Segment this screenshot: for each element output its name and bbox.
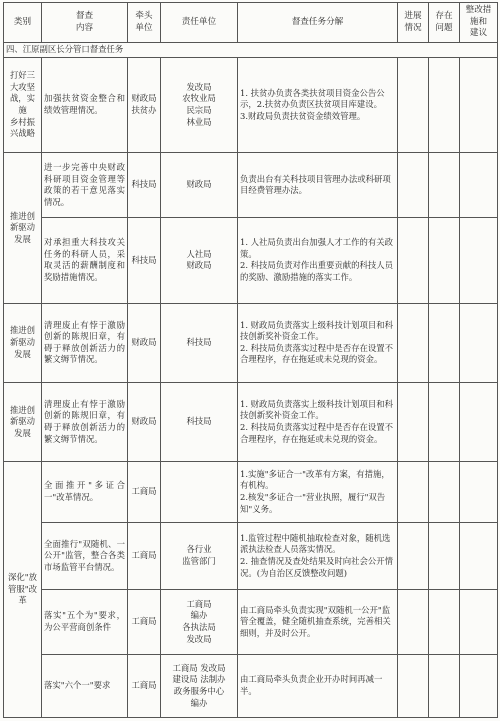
header-task: 督查任务分解: [238, 3, 398, 43]
cell-line: 1.实施"多证合一"改革有方案，有措施，有机构。: [240, 468, 390, 491]
table-row: [4, 655, 498, 718]
cell-line: 财政局: [131, 93, 157, 104]
category-cell: [4, 462, 42, 718]
cell-line: 新驱动: [9, 416, 36, 427]
cell-line: 1. 扶贫办负责各类扶贫项目资金公告公示，2.扶贫办负责区扶贫项目库建设。: [240, 87, 385, 110]
cell-line: 革: [18, 595, 27, 606]
content-cell: 清理废止有悖于激励创新的陈规旧章，有碍于释放创新活力的繁文缛节情况。: [42, 382, 128, 461]
rectify-cell: [460, 303, 498, 382]
lead-unit-cell: 工商局: [128, 655, 161, 718]
lead-unit-cell: 科技局: [128, 153, 161, 218]
resp-unit-cell: 科技局: [161, 382, 238, 461]
section-row: [4, 43, 498, 58]
resp-unit-cell: [161, 590, 238, 655]
task-cell: [238, 382, 398, 461]
cell-line: 监管部门: [182, 555, 216, 566]
issues-cell: [429, 382, 460, 461]
rectify-cell: [460, 382, 498, 461]
resp-unit-cell: [161, 462, 238, 523]
cell-line: 2. 科技局负责落实过程中是否存在设置不合理程序，存在拖延或未兑现的资金。: [240, 342, 394, 365]
cell-line: 建设局 法制办: [172, 674, 226, 685]
content-cell: 加强扶贫资金整合和绩效管理情况。: [42, 57, 128, 152]
issues-cell: [429, 522, 460, 589]
rectify-cell: [460, 153, 498, 218]
header-issues: [429, 3, 460, 43]
cell-line: 各行业: [186, 544, 212, 555]
cell-line: 乡村振: [9, 116, 36, 127]
content-cell: 全面推开"多证合一"改革情况。: [42, 462, 128, 523]
cell-line: 民宗局: [186, 105, 212, 116]
cell-line: 情况: [404, 22, 422, 33]
cell-line: 扶贫办: [131, 105, 157, 116]
content-cell: 进一步完善中央财政科研项目资金管理等政策的若干意见落实情况。: [42, 153, 128, 218]
rectify-cell: [460, 522, 498, 589]
issues-cell: [429, 462, 460, 523]
cell-line: 工商局: [186, 598, 212, 609]
cell-line: 内容: [75, 22, 94, 33]
table-row: [4, 218, 498, 303]
category-cell: [4, 153, 42, 303]
header-content: [42, 3, 128, 43]
task-cell: [238, 522, 398, 589]
cell-line: 1. 财政局负责落实上级科技计划项目和科技创新奖补资金工作。: [240, 319, 394, 342]
header-resp-unit: 责任单位: [161, 3, 238, 43]
cell-line: 存在: [435, 10, 453, 21]
cell-line: 林业局: [186, 116, 212, 127]
cell-line: 农牧业局: [182, 93, 216, 104]
issues-cell: [429, 655, 460, 718]
cell-line: 单位: [135, 22, 153, 33]
lead-unit-cell: 工商局: [128, 522, 161, 589]
supervision-task-table: [3, 2, 498, 718]
task-cell: 负责出台有关科技项目管理办法或科研项目经费管理办法。: [238, 153, 398, 218]
cell-line: 新驱动: [9, 222, 36, 233]
category-cell: [4, 303, 42, 382]
issues-cell: [429, 218, 460, 303]
rectify-cell: [460, 57, 498, 152]
progress-cell: [398, 57, 429, 152]
cell-line: 发展: [14, 348, 31, 359]
table-row: [4, 57, 498, 152]
cell-line: 2.核发"多证合一"营业执照，履行"双告知"义务。: [240, 492, 386, 514]
header-rectify: [460, 3, 498, 43]
table-row: [4, 590, 498, 655]
progress-cell: [398, 382, 429, 461]
cell-line: 编办: [190, 697, 208, 708]
table-row: [4, 462, 498, 523]
cell-line: 各执法局: [182, 622, 216, 632]
cell-line: 督查: [75, 10, 94, 21]
resp-unit-cell: [161, 522, 238, 589]
cell-line: 发展: [14, 233, 31, 244]
lead-unit-cell: [128, 57, 161, 152]
progress-cell: [398, 590, 429, 655]
content-cell: 落实"五个为"要求，为公平营商创条件: [42, 590, 128, 655]
rectify-cell: [460, 462, 498, 523]
cell-line: 编办: [190, 610, 208, 621]
cell-line: 发改局: [186, 81, 212, 92]
resp-unit-cell: 财政局: [161, 153, 238, 218]
cell-line: 工商局 发改局: [172, 662, 226, 673]
table-row: [4, 153, 498, 218]
cell-line: 发展: [14, 427, 31, 438]
task-cell: [238, 57, 398, 152]
task-cell: [238, 303, 398, 382]
cell-line: 2. 抽查情况及查处结果及时向社会公开情况。(为自治区反馈整改问题): [240, 555, 394, 578]
task-cell: [238, 462, 398, 523]
cell-line: 打好三: [9, 70, 36, 81]
header-lead-unit: [128, 3, 161, 43]
resp-unit-cell: 科技局: [161, 303, 238, 382]
cell-line: 牵头: [135, 10, 153, 21]
issues-cell: [429, 303, 460, 382]
cell-line: 1. 人社局负责出台加强人才工作的有关政策。: [240, 237, 394, 259]
cell-line: 推进创: [9, 404, 36, 415]
table-row: [4, 522, 498, 589]
cell-line: 1. 财政局负责落实上级科技计划项目和科技创新奖补资金工作。: [240, 398, 394, 421]
task-cell: 由工商局牵头负责企业开办时间再减一半。: [238, 655, 398, 718]
lead-unit-cell: 工商局: [128, 462, 161, 523]
cell-line: 进展: [404, 10, 422, 21]
resp-unit-cell: [161, 655, 238, 718]
category-cell: [4, 382, 42, 461]
cell-line: 兴战略: [9, 128, 36, 139]
cell-line: 人社局: [186, 248, 212, 259]
content-cell: 对承担重大科技攻关任务的科研人员，采取灵活的薪酬制度和奖励措施情况。: [42, 218, 128, 303]
resp-unit-cell: [161, 218, 238, 303]
rectify-cell: [460, 590, 498, 655]
progress-cell: [398, 462, 429, 523]
progress-cell: [398, 522, 429, 589]
task-cell: 由工商局牵头负责实现"双随机一公开"监管全覆盖，健全随机抽查系统，完善相关细则，并及时公开。: [238, 590, 398, 655]
lead-unit-cell: 科技局: [128, 218, 161, 303]
section-title: 四、江原副区长分管口督查任务: [4, 43, 498, 58]
cell-line: 大攻坚: [9, 81, 36, 92]
cell-line: 推进创: [9, 325, 36, 336]
lead-unit-cell: 财政局: [128, 303, 161, 382]
header-row: [4, 3, 498, 43]
resp-unit-cell: [161, 57, 238, 152]
rectify-cell: [460, 655, 498, 718]
header-category: 类别: [4, 3, 42, 43]
table-row: [4, 382, 498, 461]
content-cell: 清理废止有悖于激励创新的陈规旧章，有碍于释放创新活力的繁文缛节情况。: [42, 303, 128, 382]
cell-line: 问题: [435, 22, 453, 33]
content-cell: 落实"六个一"要求: [42, 655, 128, 718]
cell-line: 深化"放: [8, 572, 37, 583]
table-row: [4, 303, 498, 382]
progress-cell: [398, 303, 429, 382]
header-progress: [398, 3, 429, 43]
issues-cell: [429, 57, 460, 152]
cell-line: 政务服务中心: [173, 686, 225, 696]
progress-cell: [398, 218, 429, 303]
cell-line: 3.财政局负责扶贫资金绩效管理。: [240, 110, 366, 121]
cell-line: 建议: [469, 28, 488, 39]
cell-line: 发改局: [186, 633, 212, 644]
cell-line: 2. 科技局负责落实过程中是否存在设置不合理程序，存在拖延或未兑现的资金。: [240, 421, 394, 444]
issues-cell: [429, 590, 460, 655]
category-cell: [4, 57, 42, 152]
progress-cell: [398, 655, 429, 718]
progress-cell: [398, 153, 429, 218]
task-cell: [238, 218, 398, 303]
lead-unit-cell: 财政局: [128, 382, 161, 461]
cell-line: 战，实施: [9, 93, 36, 116]
cell-line: 新驱动: [9, 336, 36, 347]
cell-line: 管服"改: [8, 583, 37, 594]
cell-line: 2. 科技局负责对作出重要贡献的科技人员的奖励、激励措施的落实工作。: [240, 260, 394, 283]
rectify-cell: [460, 218, 498, 303]
cell-line: 施和: [469, 16, 488, 27]
issues-cell: [429, 153, 460, 218]
cell-line: 整改措: [465, 4, 492, 15]
cell-line: 推进创: [9, 210, 36, 221]
content-cell: 全面推行"双随机、一公开"监管，整合各类市场监管平台情况。: [42, 522, 128, 589]
cell-line: 1.监管过程中随机抽取检查对象，随机选派执法检查人员落实情况。: [240, 532, 391, 555]
lead-unit-cell: 工商局: [128, 590, 161, 655]
cell-line: 财政局: [186, 260, 212, 271]
